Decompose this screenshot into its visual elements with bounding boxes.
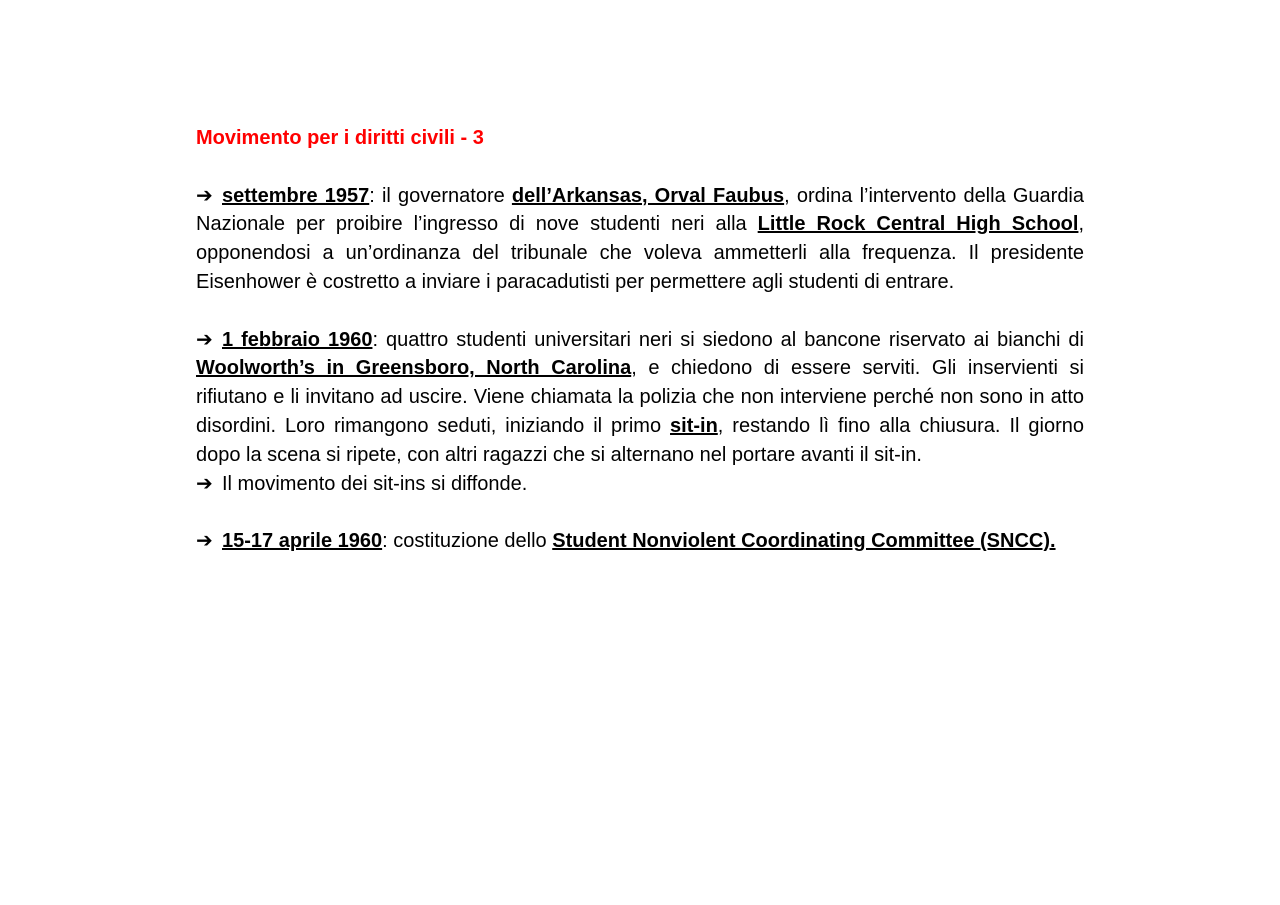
- p3-text: Il movimento dei sit-ins si diffonde.: [222, 472, 528, 495]
- p2-text-2: , e chiedono di essere serviti. Gli inservienti si rifiutano e li invitano ad uscire. Viene chiamata la polizia che non interviene perché non sono in atto disordini. Loro rimangono seduti, iniziando il primo: [196, 357, 1084, 437]
- school-name: Little Rock Central High School: [757, 213, 1079, 236]
- p1-text-1: : il governatore: [369, 184, 512, 207]
- paragraph-sncc: [196, 527, 1084, 556]
- p4-text-1: : costituzione dello: [382, 530, 553, 553]
- paragraph-sit-ins-spread: [196, 470, 1084, 499]
- paragraph-little-rock: [196, 182, 1084, 297]
- sncc-name: Student Nonviolent Coordinating Committee (SNCC).: [552, 530, 1056, 553]
- sit-in-term: sit-in: [670, 414, 718, 437]
- document-page: [196, 124, 1084, 556]
- spacer: [196, 297, 1084, 326]
- woolworth-place: Woolworth’s in Greensboro, North Carolina: [196, 357, 632, 380]
- spacer: [196, 498, 1084, 527]
- p2-text-1: : quattro studenti universitari neri si siedono al bancone riservato ai bianchi di: [372, 328, 1085, 351]
- arrow-icon: ➔: [196, 328, 213, 351]
- arrow-icon: ➔: [196, 472, 213, 495]
- page-title: Movimento per i diritti civili - 3: [196, 127, 484, 149]
- date-1960-feb: 1 febbraio 1960: [222, 328, 373, 351]
- p1-text-2: , ordina l’intervento della Guardia Nazionale per proibire l’ingresso di nove studenti neri alla: [196, 184, 1085, 236]
- date-1960-apr: 15-17 aprile 1960: [222, 530, 383, 553]
- arrow-icon: ➔: [196, 184, 213, 207]
- date-1957: settembre 1957: [222, 184, 370, 207]
- arrow-icon: ➔: [196, 530, 213, 553]
- p2-text-3: , restando lì fino alla chiusura. Il giorno dopo la scena si ripete, con altri ragazzi che si alternano nel portare avanti il sit-in.: [196, 414, 1084, 466]
- paragraph-greensboro: [196, 326, 1084, 470]
- governor-name: dell’Arkansas, Orval Faubus: [511, 184, 785, 207]
- p1-text-3: , opponendosi a un’ordinanza del tribunale che voleva ammetterli alla frequenza. Il presidente Eisenhower è costretto a inviare i paracadutisti per permettere agli studenti di entrare.: [196, 213, 1084, 293]
